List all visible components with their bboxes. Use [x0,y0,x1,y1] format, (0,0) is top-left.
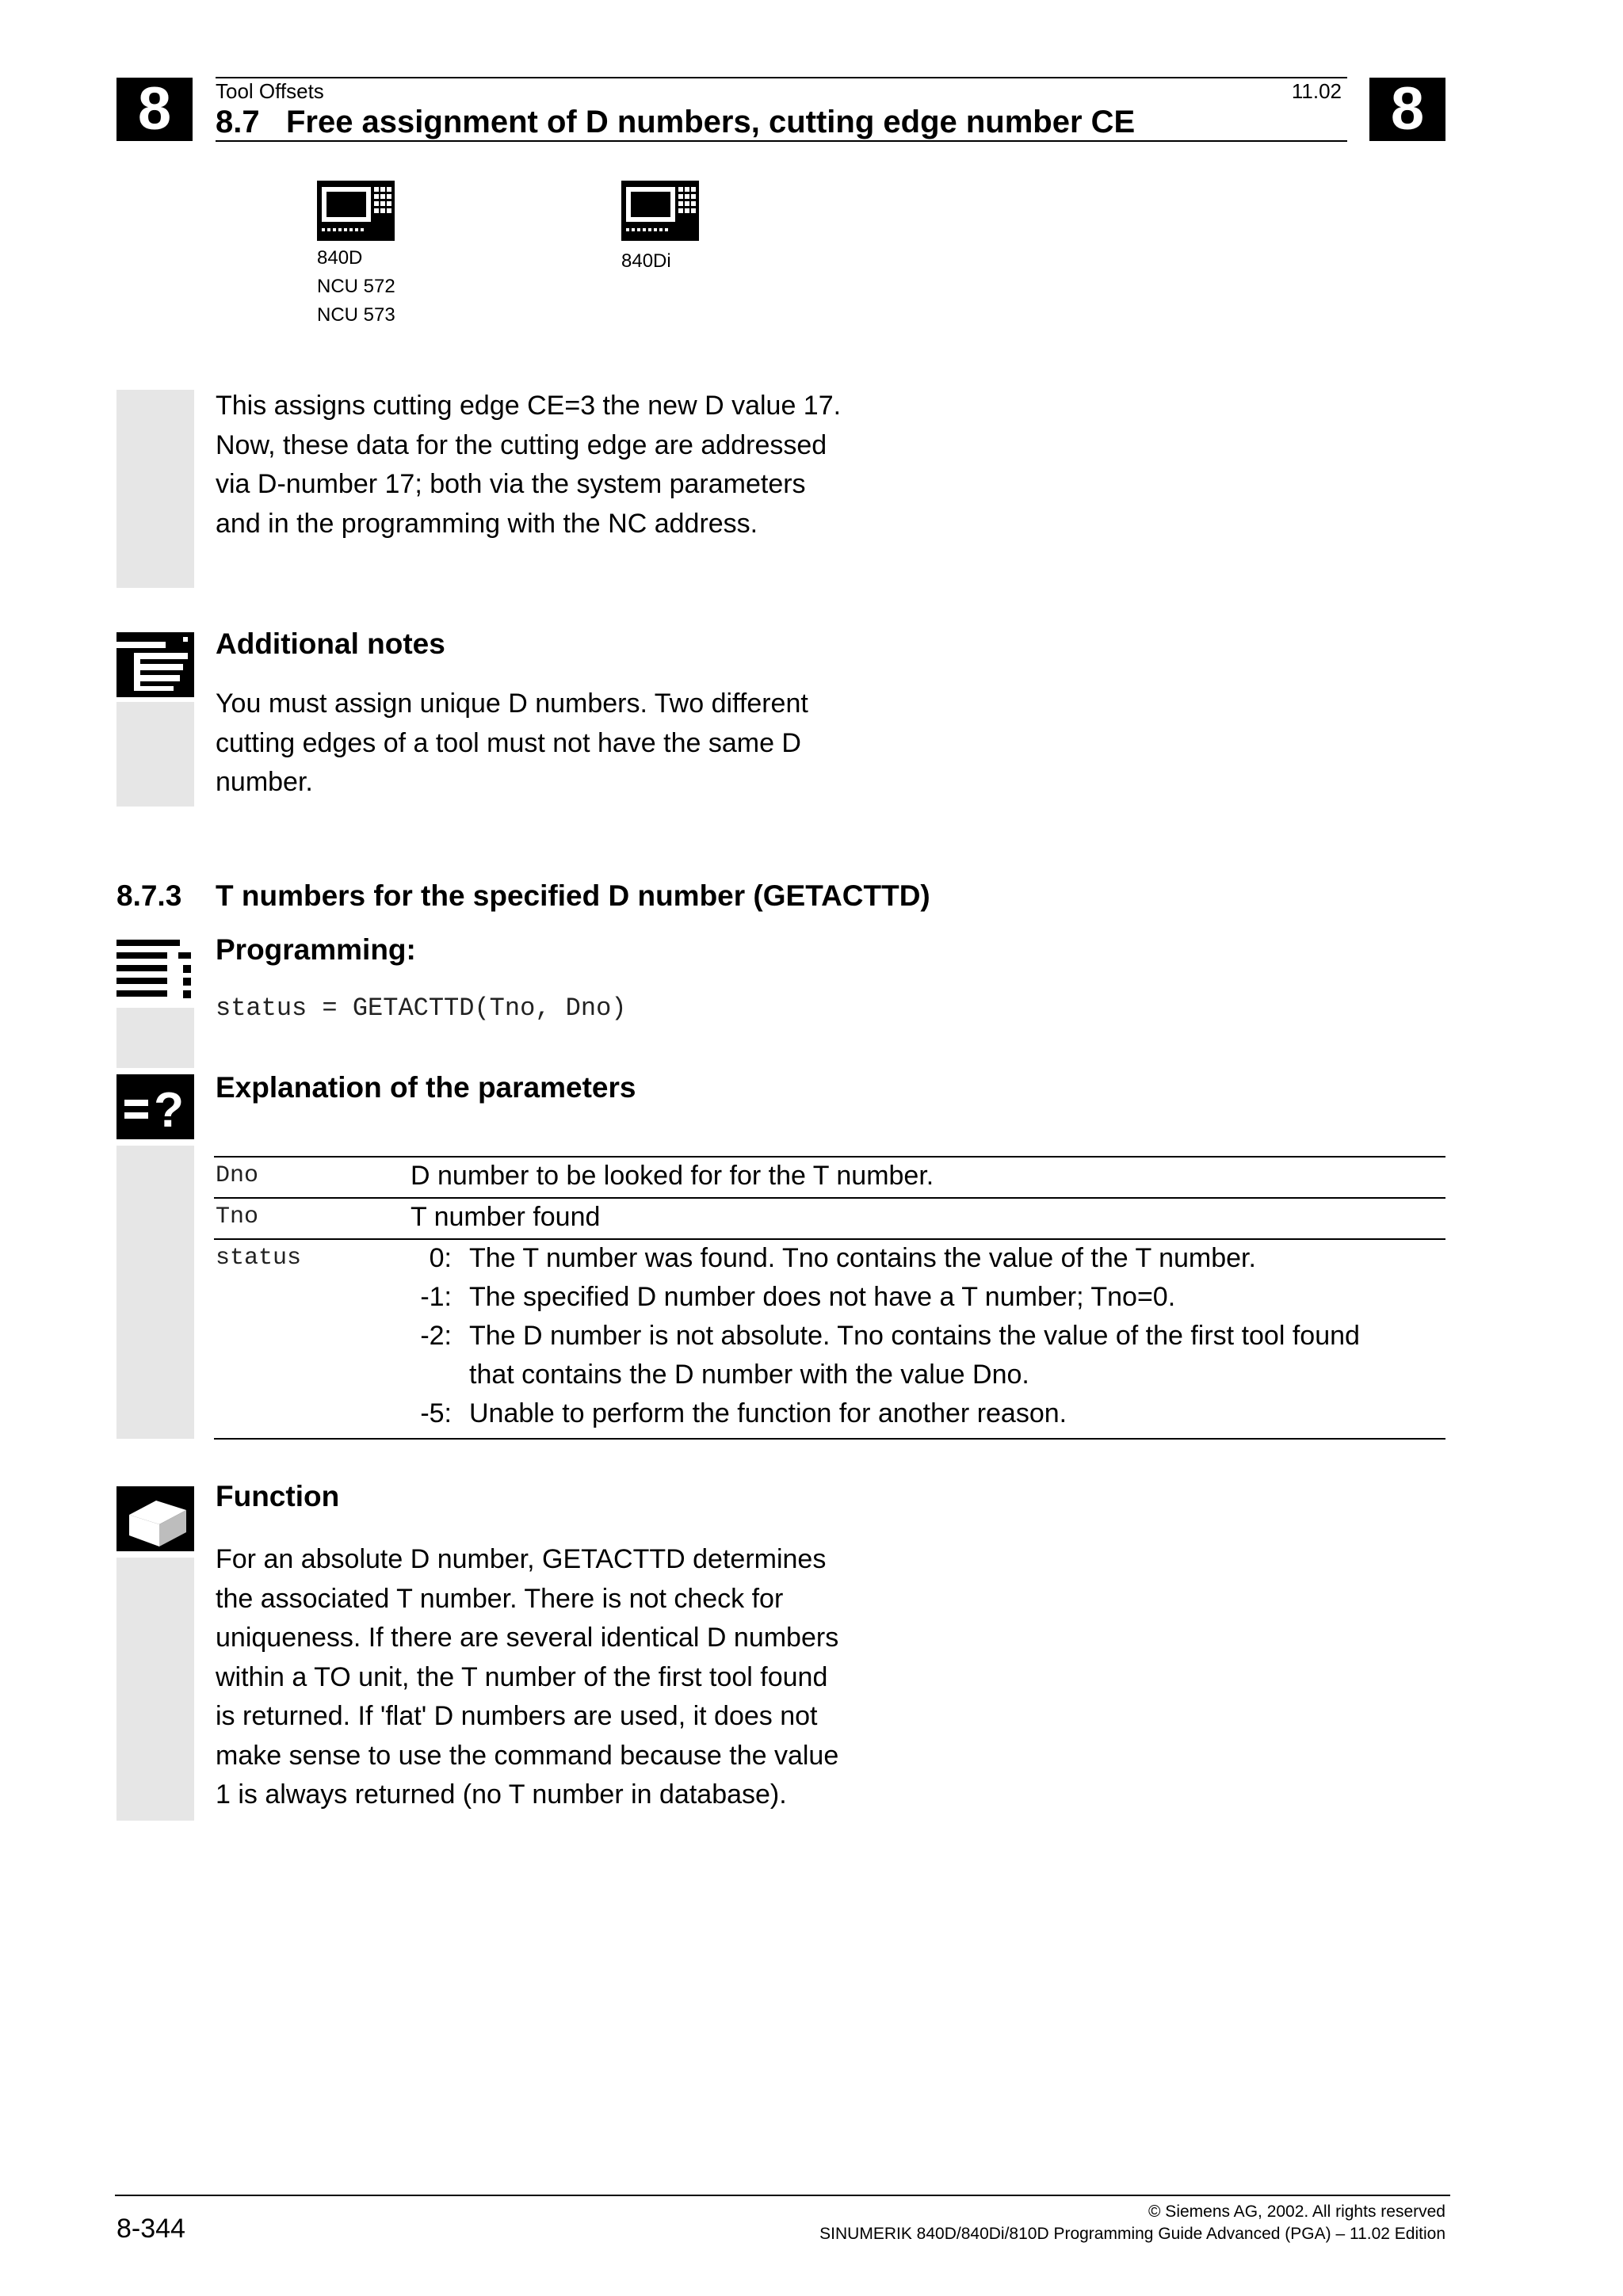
text-line: number. [216,767,313,797]
chapter-badge-right [1369,75,1445,143]
table-rule [214,1197,1445,1199]
param-name-tno: Tno [216,1203,259,1230]
status-text: The specified D number does not have a T number; Tno=0. [469,1282,1176,1312]
text-line: For an absolute D number, GETACTTD determines [216,1544,827,1574]
cube-icon [116,1486,194,1551]
control-label: 840Di [621,250,671,272]
header-section-label: Tool Offsets [216,79,324,103]
footer-book-title: SINUMERIK 840D/840Di/810D Programming Guide Advanced (PGA) – 11.02 Edition [819,2225,1445,2243]
text-line: uniqueness. If there are several identical D numbers [216,1623,839,1653]
chapter-number: 8 [137,75,172,143]
control-panel-icon-840di [621,181,699,241]
status-code: -1: [420,1282,452,1312]
text-line: is returned. If 'flat' D numbers are used, it does not [216,1701,818,1731]
param-desc-tno: T number found [411,1202,601,1232]
chapter-badge-left [116,75,193,143]
pointing-hand-icon [116,632,194,697]
control-label: 840D [317,247,363,269]
parameters-heading: Explanation of the parameters [216,1071,636,1104]
margin-gray-bar [116,702,194,807]
text-line: Now, these data for the cutting edge are addressed [216,429,827,460]
function-heading: Function [216,1480,340,1512]
margin-gray-bar [116,1558,194,1821]
programming-code: status = GETACTTD(Tno, Dno) [216,994,627,1023]
text-line: via D-number 17; both via the system parameters [216,469,806,499]
control-label-list-840d [317,244,395,330]
equals-question-icon [116,1074,194,1139]
status-code: 0: [429,1243,452,1273]
status-code: -5: [420,1398,452,1428]
programming-heading: Programming: [216,933,416,966]
page-number: 8-344 [116,2214,185,2244]
text-line: make sense to use the command because the value [216,1740,839,1771]
footer-copyright: © Siemens AG, 2002. All rights reserved [1148,2203,1445,2221]
header-top-rule [216,77,1347,78]
control-label: NCU 573 [317,304,395,326]
function-text [216,1540,838,1815]
text-line: within a TO unit, the T number of the first tool found [216,1661,828,1692]
text-line: 1 is always returned (no T number in database). [216,1779,787,1810]
section-title: T numbers for the specified D number (GETACTTD) [216,879,930,912]
margin-gray-bar [116,1008,194,1068]
control-label: NCU 572 [317,276,395,297]
footer-rule [115,2195,1450,2196]
header-bottom-rule [216,140,1347,142]
chapter-number: 8 [1390,75,1425,143]
status-text-continued: that contains the D number with the value Dno. [469,1360,1029,1390]
intro-paragraph [216,387,841,543]
margin-gray-bar [116,390,194,588]
section-number: 8.7.3 [116,879,182,912]
margin-gray-bar [116,1146,194,1439]
status-code: -2: [420,1321,452,1351]
param-name-dno: Dno [216,1162,259,1189]
control-label-list-840di [621,247,671,276]
control-panel-icon-840d [317,181,395,241]
status-text: The D number is not absolute. Tno contains the value of the first tool found [469,1321,1360,1351]
text-line: You must assign unique D numbers. Two different [216,688,808,719]
text-line: cutting edges of a tool must not have the same D [216,727,801,758]
table-rule-bottom [214,1438,1445,1440]
text-line: This assigns cutting edge CE=3 the new D value 17. [216,391,842,421]
status-text: Unable to perform the function for another reason. [469,1398,1067,1428]
additional-notes-text [216,685,808,803]
page-title: 8.7 Free assignment of D numbers, cutting edge number CE [216,105,1136,139]
program-listing-icon [116,938,194,1003]
header-edition: 11.02 [1291,79,1342,103]
text-line: and in the programming with the NC address. [216,508,758,539]
additional-notes-heading: Additional notes [216,627,445,660]
status-text: The T number was found. Tno contains the value of the T number. [469,1243,1256,1273]
param-desc-dno: D number to be looked for for the T number. [411,1161,934,1191]
text-line: the associated T number. There is not check for [216,1583,784,1614]
param-name-status: status [216,1245,302,1272]
svg-text:?: ? [154,1083,184,1138]
